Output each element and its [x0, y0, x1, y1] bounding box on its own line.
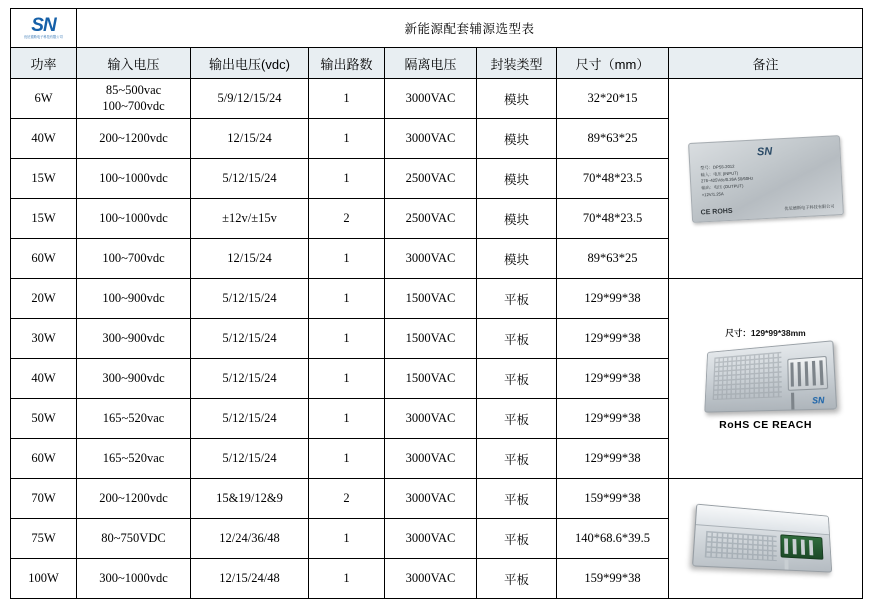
cell-package: 平板 [477, 559, 557, 599]
cell-power: 30W [11, 319, 77, 359]
cell-isolation: 3000VAC [385, 399, 477, 439]
cell-power: 75W [11, 519, 77, 559]
flat-product-photo [669, 279, 862, 478]
cell-power: 15W [11, 199, 77, 239]
cell-input-voltage: 300~900vdc [77, 359, 191, 399]
cell-input-voltage: 165~520vac [77, 399, 191, 439]
cell-output-voltage: 12/15/24 [191, 119, 309, 159]
cell-output-voltage: 12/24/36/48 [191, 519, 309, 559]
title-row [11, 9, 863, 48]
cell-isolation: 1500VAC [385, 359, 477, 399]
cell-isolation: 3000VAC [385, 119, 477, 159]
cell-package: 平板 [477, 439, 557, 479]
certification-marks: RoHS CE REACH [719, 418, 812, 431]
logo-subtitle: 优尼德斯电子科技有限公司 [24, 35, 63, 40]
module-brand-logo: SN [756, 145, 773, 158]
header-remark: 备注 [669, 48, 863, 79]
cell-package: 模块 [477, 239, 557, 279]
header-output-voltage: 输出电压(vdc) [191, 48, 309, 79]
table-row [11, 279, 863, 319]
cell-isolation: 3000VAC [385, 79, 477, 119]
cell-power: 70W [11, 479, 77, 519]
psu-top-cover [695, 504, 828, 535]
cell-size: 32*20*15 [557, 79, 669, 119]
module-label-line2: 输入：电压 (INPUT) [700, 169, 738, 177]
cell-output-voltage: 5/12/15/24 [191, 439, 309, 479]
cell-channels: 1 [309, 79, 385, 119]
cell-output-voltage: 12/15/24 [191, 239, 309, 279]
cell-channels: 1 [309, 519, 385, 559]
cell-package: 模块 [477, 79, 557, 119]
cell-size: 129*99*38 [557, 279, 669, 319]
logo-mark: SN [31, 15, 56, 37]
cell-package: 模块 [477, 159, 557, 199]
cell-input-voltage: 100~1000vdc [77, 199, 191, 239]
cell-package: 平板 [477, 399, 557, 439]
module-company-text: 优尼德斯电子科技有限公司 [783, 202, 835, 211]
terminal-block-green [780, 534, 823, 559]
cell-isolation: 3000VAC [385, 439, 477, 479]
company-logo [11, 9, 77, 48]
cell-size: 140*68.6*39.5 [557, 519, 669, 559]
cell-output-voltage: 5/12/15/24 [191, 399, 309, 439]
cell-input-voltage: 85~500vac 100~700vdc [77, 79, 191, 119]
cell-isolation: 1500VAC [385, 279, 477, 319]
cell-size: 129*99*38 [557, 359, 669, 399]
remark-enclosure-image [669, 479, 863, 599]
header-isolation-voltage: 隔离电压 [385, 48, 477, 79]
table-header-row [11, 48, 863, 79]
header-package-type: 封装类型 [477, 48, 557, 79]
remark-module-image [669, 79, 863, 279]
psu-brand-logo: SN [811, 395, 825, 406]
cell-isolation: 3000VAC [385, 239, 477, 279]
module-label-line1: 型号：DPS5-2012 [699, 163, 735, 170]
cell-input-voltage: 100~900vdc [77, 279, 191, 319]
cell-output-voltage: 5/12/15/24 [191, 159, 309, 199]
cell-isolation: 2500VAC [385, 159, 477, 199]
vent-grid [704, 530, 776, 560]
cell-input-voltage: 100~1000vdc [77, 159, 191, 199]
cell-package: 平板 [477, 519, 557, 559]
cell-channels: 1 [309, 559, 385, 599]
cell-output-voltage: 5/9/12/15/24 [191, 79, 309, 119]
terminal-block [787, 355, 828, 390]
cell-package: 模块 [477, 119, 557, 159]
module-label-text [700, 158, 832, 198]
cell-size: 89*63*25 [557, 239, 669, 279]
cell-isolation: 1500VAC [385, 319, 477, 359]
cell-output-voltage: 15&19/12&9 [191, 479, 309, 519]
table-row [11, 479, 863, 519]
cell-isolation: 3000VAC [385, 479, 477, 519]
cell-channels: 1 [309, 439, 385, 479]
cell-channels: 1 [309, 279, 385, 319]
cell-channels: 1 [309, 319, 385, 359]
cell-power: 60W [11, 439, 77, 479]
cell-power: 15W [11, 159, 77, 199]
cell-input-voltage: 200~1200vdc [77, 479, 191, 519]
cell-power: 100W [11, 559, 77, 599]
cell-package: 平板 [477, 279, 557, 319]
cell-input-voltage: 300~1000vdc [77, 559, 191, 599]
cell-power: 6W [11, 79, 77, 119]
psu-enclosure [704, 340, 837, 412]
module-label-line3: 276~425Vdc/0.26A 50/60Hz [700, 175, 753, 184]
cell-input-voltage: 200~1200vdc [77, 119, 191, 159]
cell-isolation: 3000VAC [385, 519, 477, 559]
cell-channels: 1 [309, 119, 385, 159]
cell-power: 60W [11, 239, 77, 279]
cell-package: 模块 [477, 199, 557, 239]
header-power: 功率 [11, 48, 77, 79]
cell-power: 20W [11, 279, 77, 319]
cell-channels: 1 [309, 359, 385, 399]
cell-output-voltage: 5/12/15/24 [191, 279, 309, 319]
cell-power: 40W [11, 359, 77, 399]
cell-package: 平板 [477, 319, 557, 359]
cell-size: 70*48*23.5 [557, 159, 669, 199]
cell-size: 70*48*23.5 [557, 199, 669, 239]
flat-size-label: 尺寸：129*99*38mm [725, 327, 806, 338]
psu-enclosure-photo [691, 503, 831, 572]
cell-channels: 1 [309, 399, 385, 439]
cell-package: 平板 [477, 359, 557, 399]
header-input-voltage: 输入电压 [77, 48, 191, 79]
module-product-photo [688, 135, 844, 223]
cell-power: 40W [11, 119, 77, 159]
cell-package: 平板 [477, 479, 557, 519]
header-size: 尺寸（mm） [557, 48, 669, 79]
cell-size: 129*99*38 [557, 319, 669, 359]
cell-input-voltage: 80~750VDC [77, 519, 191, 559]
cell-output-voltage: 5/12/15/24 [191, 359, 309, 399]
cell-size: 129*99*38 [557, 439, 669, 479]
cell-channels: 2 [309, 479, 385, 519]
cell-isolation: 3000VAC [385, 559, 477, 599]
table-row [11, 79, 863, 119]
cell-size: 89*63*25 [557, 119, 669, 159]
page-title: 新能源配套辅源选型表 [77, 9, 863, 48]
cell-isolation: 2500VAC [385, 199, 477, 239]
ce-rohs-mark: CE ROHS [700, 207, 733, 216]
remark-flat-panel-image [669, 279, 863, 479]
cell-channels: 2 [309, 199, 385, 239]
cell-size: 159*99*38 [557, 559, 669, 599]
module-label-line4: 输出：电压 (OUTPUT) [700, 182, 744, 191]
cell-size: 159*99*38 [557, 479, 669, 519]
cell-size: 129*99*38 [557, 399, 669, 439]
cell-output-voltage: ±12v/±15v [191, 199, 309, 239]
cell-output-voltage: 12/15/24/48 [191, 559, 309, 599]
module-label-footer [700, 202, 834, 216]
header-output-channels: 输出路数 [309, 48, 385, 79]
spec-table [10, 8, 863, 599]
cell-channels: 1 [309, 239, 385, 279]
module-label-line5: +12V/1.25A [701, 190, 724, 197]
cell-input-voltage: 300~900vdc [77, 319, 191, 359]
cell-channels: 1 [309, 159, 385, 199]
cell-power: 50W [11, 399, 77, 439]
cell-input-voltage: 165~520vac [77, 439, 191, 479]
cell-input-voltage: 100~700vdc [77, 239, 191, 279]
vent-grid [712, 351, 781, 399]
cell-output-voltage: 5/12/15/24 [191, 319, 309, 359]
